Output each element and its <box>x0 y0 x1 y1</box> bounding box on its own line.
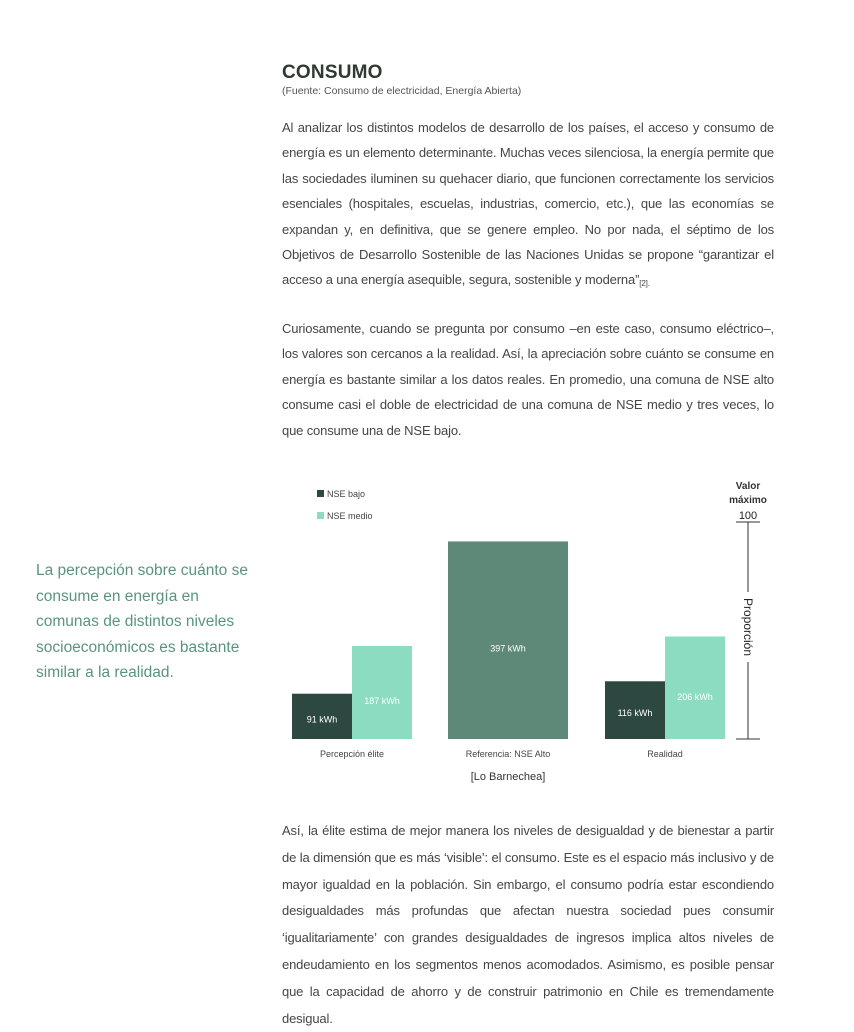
x-tick-label-1: Percepción élite <box>319 749 385 759</box>
section-source: (Fuente: Consumo de electricidad, Energía Abierta) <box>282 85 522 97</box>
chart-bars <box>292 541 725 739</box>
bar-value-label-3-1: 116 kWh <box>617 708 653 719</box>
scale-max-label: 100 <box>738 510 758 522</box>
chart-x-labels <box>320 749 683 783</box>
paragraph-conclusion: Así, la élite estima de mejor manera los niveles de desigualdad y de bienestar a partir de la dimensión que es más ‘visible’: el consumo. Este es el espacio más inclusivo y de mayor igualdad en la población. Sin embargo, el consumo podría estar escondiendo desigualdades más profundas que afectan nuestra sociedad pues consumir ‘igualitariamente’ con grandes desigualdades de ingresos implica altos niveles de endeudamiento en los segmentos menos acomodados. Asimismo, es posible pensar que la capacidad de ahorro y de construir patrimonio en Chile es tremendamente desigual. <box>282 823 774 1026</box>
legend-swatch-2 <box>317 512 324 519</box>
legend-label-1: NSE bajo <box>327 489 366 499</box>
scale-axis-label: Proporción <box>741 597 755 657</box>
x-tick-label-3: Realidad <box>647 749 683 759</box>
section-title: CONSUMO <box>282 62 383 83</box>
pull-quote: La percepción sobre cuánto se consume en energía en comunas de distintos niveles socioeconómicos es bastante similar a la realidad. <box>36 562 248 681</box>
bar-value-label-2-3: 397 kWh <box>490 643 526 654</box>
x-tick-label-2: Referencia: NSE Alto <box>465 749 551 759</box>
bar-value-label-1-2: 187 kWh <box>364 695 400 706</box>
bar-value-label-1-1: 91 kWh <box>306 714 338 725</box>
bar-nse-medio-1 <box>352 646 412 739</box>
scale-title-line2: máximo <box>729 495 767 506</box>
legend-swatch-1 <box>317 490 324 497</box>
footnote-ref[interactable]: [2]. <box>639 279 650 289</box>
chart-scale <box>729 481 767 739</box>
scale-title-line1: Valor <box>735 481 761 492</box>
paragraph-intro <box>282 115 774 295</box>
chart-legend <box>317 489 373 521</box>
paragraph-intro-text: Al analizar los distintos modelos de desarrollo de los países, el acceso y consumo de energía es un elemento determinante. Muchas veces silenciosa, la energía permite que las sociedades iluminen su quehacer diario, que funcionen correctamente los servicios esenciales (hospitales, escuelas, industrias, comercio, etc.), que las economías se expandan y, en definitiva, que se genere empleo. No por nada, el séptimo de los Objetivos de Desarrollo Sostenible de las Naciones Unidas se propone “garantizar el acceso a una energía asequible, segura, sostenible y moderna” <box>282 120 774 288</box>
legend-label-2: NSE medio <box>327 511 373 521</box>
x-sublabel: [Lo Barnechea] <box>470 771 546 783</box>
bar-nse-medio-3 <box>665 636 725 739</box>
bar-nse-alto-2 <box>448 541 568 739</box>
paragraph-perception: Curiosamente, cuando se pregunta por consumo –en este caso, consumo eléctrico–, los valores son cercanos a la realidad. Así, la apreciación sobre cuánto se consume en energía es bastante similar a los datos reales. En promedio, una comuna de NSE alto consume casi el doble de electricidad de una comuna de NSE medio y tres veces, lo que consume una de NSE bajo. <box>282 321 774 438</box>
bar-value-label-3-2: 206 kWh <box>677 691 713 702</box>
consumption-bar-chart <box>280 470 780 795</box>
